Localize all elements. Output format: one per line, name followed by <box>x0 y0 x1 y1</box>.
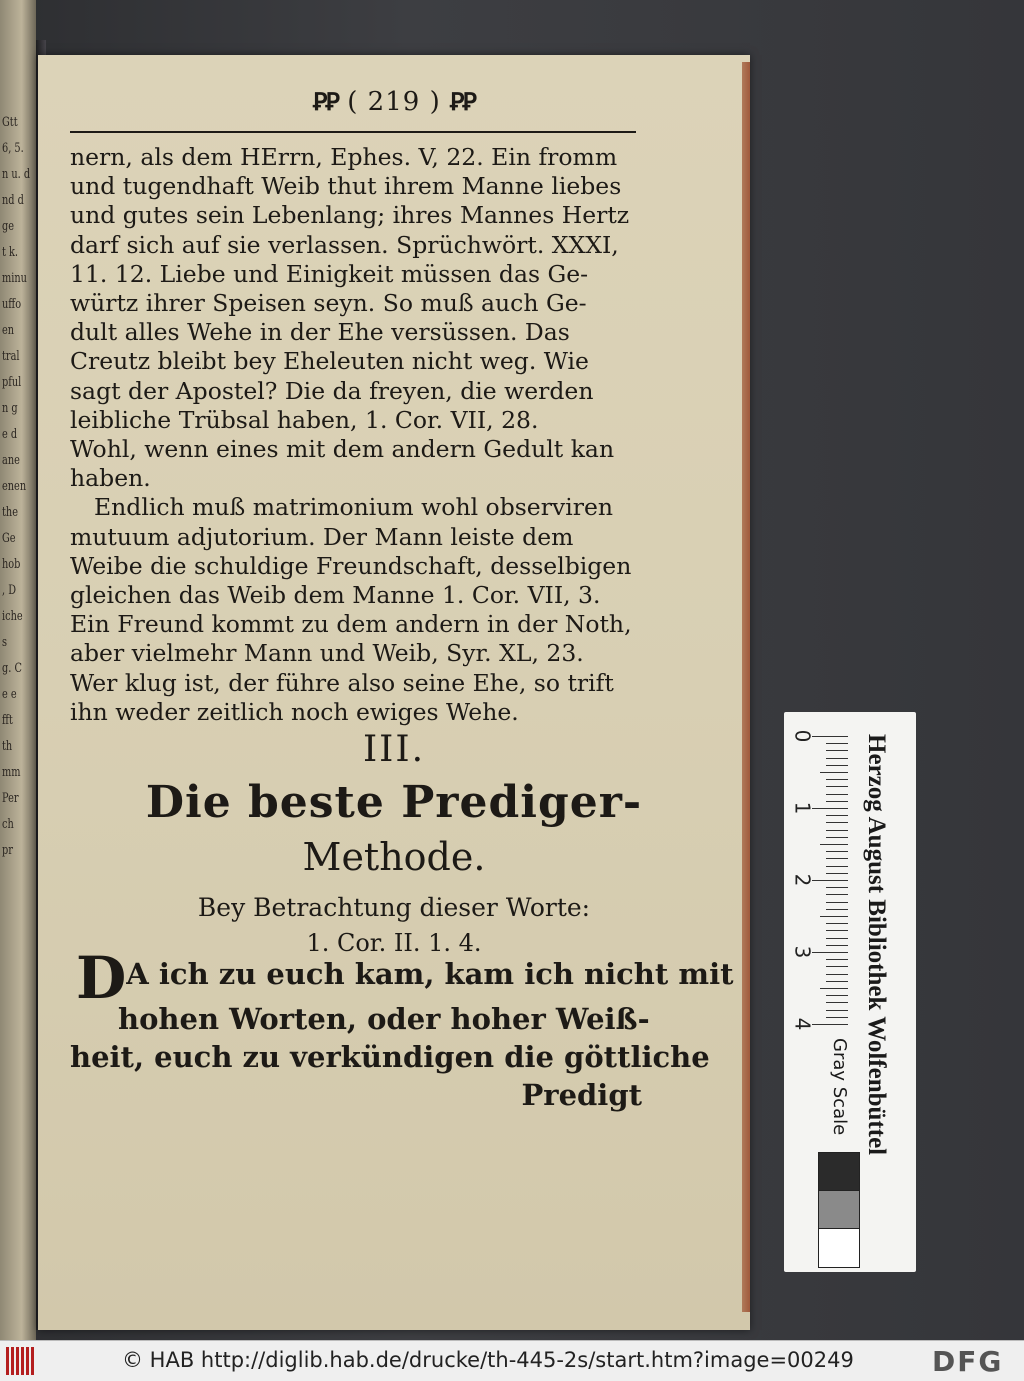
footer-copyright-url[interactable]: © HAB http://diglib.hab.de/drucke/th-445-2s/start.htm?image=00249 <box>122 1348 854 1372</box>
body-line: nern, als dem HErrn, Ephes. V, 22. Ein fromm <box>70 143 618 171</box>
ruler-tick <box>826 1017 848 1018</box>
quote-line-2: hohen Worten, oder hoher Weiß- <box>118 1002 650 1036</box>
ruler-tick <box>826 945 848 946</box>
ruler-tick <box>826 909 848 910</box>
section-title-line2: Methode. <box>302 835 486 879</box>
ruler-tick <box>812 736 848 737</box>
hab-logo-icon <box>6 1347 34 1375</box>
left-page-text-fragment: e d <box>2 427 18 442</box>
left-page-text-fragment: fft <box>2 713 13 728</box>
left-page-text-fragment: en <box>2 323 15 338</box>
ruler-number: 1 <box>790 801 815 815</box>
ruler-number: 0 <box>790 729 815 743</box>
drop-cap: D <box>76 944 127 1012</box>
left-page-text-fragment: the <box>2 505 18 520</box>
left-page-text-fragment: Ge <box>2 531 16 546</box>
ruler-tick <box>826 794 848 795</box>
ruler-tick <box>820 844 848 845</box>
body-line: aber vielmehr Mann und Weib, Syr. XL, 23. <box>70 639 584 668</box>
body-line: und tugendhaft Weib thut ihrem Manne liebes <box>70 172 622 201</box>
body-line: Ein Freund kommt zu dem andern in der Noth, <box>70 610 632 639</box>
left-page-text-fragment: Gtt <box>2 115 18 130</box>
dfg-logo: DFG <box>932 1345 1004 1378</box>
header-rule <box>70 131 636 133</box>
body-line: sagt der Apostel? Die da freyen, die werden <box>70 376 594 405</box>
left-page-text-fragment: n u. d <box>2 167 31 182</box>
section-number: III. <box>362 729 426 770</box>
ruler-tick <box>826 866 848 867</box>
book-page <box>38 55 750 1330</box>
ruler-tick <box>820 772 848 773</box>
left-page-text-fragment: iche <box>2 609 23 624</box>
ruler-tick <box>826 750 848 751</box>
ruler-tick <box>826 758 848 759</box>
ruler-tick <box>826 765 848 766</box>
left-page-text-fragment: nd d <box>2 193 24 208</box>
ruler-tick <box>826 851 848 852</box>
ruler-tick <box>812 1024 848 1025</box>
left-page-text-fragment: hob <box>2 557 21 572</box>
ruler-number: 4 <box>790 1017 815 1031</box>
footer-bar <box>0 1340 1024 1381</box>
ruler-tick <box>826 815 848 816</box>
ruler-tick <box>826 873 848 874</box>
ruler <box>790 720 848 1030</box>
header-ornament-right: ꝐꝐ <box>449 87 475 116</box>
left-page-text-fragment: g. C <box>2 661 22 676</box>
page-header <box>38 87 750 117</box>
body-line: und gutes sein Lebenlang; ihres Mannes Hertz <box>70 201 630 230</box>
ruler-tick <box>826 894 848 895</box>
quote-line-1-text: A ich zu euch kam, kam ich nicht mit <box>126 957 734 991</box>
ruler-tick <box>826 786 848 787</box>
left-page-text-fragment: e e <box>2 687 17 702</box>
swatch-dark <box>818 1152 860 1192</box>
left-page-text-fragment: Per <box>2 791 19 806</box>
color-scale-card <box>784 712 916 1272</box>
ruler-tick <box>826 902 848 903</box>
left-page-text-fragment: uffo <box>2 297 22 312</box>
ruler-tick <box>812 880 848 881</box>
body-line: Wer klug ist, der führe also seine Ehe, so trift <box>70 668 614 697</box>
left-page-text-fragment: ch <box>2 817 14 832</box>
left-page-text-fragment: t k. <box>2 245 19 260</box>
body-line: dult alles Wehe in der Ehe versüssen. Das <box>70 318 570 347</box>
left-page-text-fragment: ge <box>2 219 15 234</box>
ruler-tick <box>826 995 848 996</box>
gray-scale-label: Gray Scale <box>829 1038 850 1136</box>
ruler-tick <box>826 974 848 975</box>
ruler-number: 3 <box>790 945 815 959</box>
ruler-number: 2 <box>790 873 815 887</box>
body-line: Weibe die schuldige Freundschaft, desselbigen <box>70 551 632 580</box>
body-line: haben. <box>70 464 151 493</box>
ruler-tick <box>826 743 848 744</box>
swatch-mid <box>818 1190 860 1230</box>
scripture-reference: 1. Cor. II. 1. 4. <box>306 929 482 957</box>
left-page-text-fragment: , D <box>2 583 17 598</box>
left-page-text-fragment: pful <box>2 375 22 390</box>
body-line: würtz ihrer Speisen seyn. So muß auch Ge- <box>70 289 587 318</box>
left-page-text-fragment: 6, 5. <box>2 141 24 156</box>
quote-line-1 <box>70 944 734 1012</box>
body-line: Creutz bleibt bey Eheleuten nicht weg. Wie <box>70 347 589 376</box>
ruler-tick <box>826 779 848 780</box>
ruler-tick <box>826 887 848 888</box>
ruler-tick <box>826 966 848 967</box>
left-page-text-fragment: tral <box>2 349 20 364</box>
ruler-tick <box>826 1010 848 1011</box>
body-line: 11. 12. Liebe und Einigkeit müssen das Ge- <box>70 259 589 288</box>
body-line: gleichen das Weib dem Manne 1. Cor. VII, 3. <box>70 581 601 610</box>
ruler-tick <box>820 988 848 989</box>
body-line: leibliche Trübsal haben, 1. Cor. VII, 28. <box>70 405 539 434</box>
ruler-tick <box>826 822 848 823</box>
left-page-text-fragment: ane <box>2 453 20 468</box>
ruler-tick <box>812 952 848 953</box>
ruler-tick <box>820 916 848 917</box>
left-page-text-fragment: th <box>2 739 13 754</box>
left-page-text-fragment: minu <box>2 271 27 286</box>
ruler-tick <box>826 801 848 802</box>
left-page-text-fragment: pr <box>2 843 13 858</box>
ruler-tick <box>826 837 848 838</box>
body-line: ihn weder zeitlich noch ewiges Wehe. <box>70 697 519 726</box>
ruler-tick <box>826 858 848 859</box>
left-page-text-fragment: enen <box>2 479 27 494</box>
body-line: darf sich auf sie verlassen. Sprüchwört. XXXI, <box>70 230 619 259</box>
left-page-fragment <box>0 0 36 1340</box>
quote-line-4: Predigt <box>521 1078 642 1112</box>
ruler-tick <box>826 938 848 939</box>
body-line: Endlich muß matrimonium wohl observiren <box>94 493 614 522</box>
body-text <box>70 143 642 727</box>
quote-line-3: heit, euch zu verkündigen die göttliche <box>70 1040 710 1074</box>
body-line: Wohl, wenn eines mit dem andern Gedult kan <box>70 435 615 464</box>
body-line: mutuum adjutorium. Der Mann leiste dem <box>70 522 574 551</box>
page-red-edge <box>742 62 750 1312</box>
left-page-text-fragment: mm <box>2 765 21 780</box>
ruler-tick <box>826 981 848 982</box>
ruler-tick <box>826 830 848 831</box>
left-page-text-fragment: s <box>2 635 8 650</box>
page-number: ( 219 ) <box>347 87 441 117</box>
swatch-white <box>818 1228 860 1268</box>
ruler-tick <box>826 930 848 931</box>
section-title: Die beste Prediger- <box>145 777 643 828</box>
ruler-tick <box>826 1002 848 1003</box>
header-ornament-left: ꝐꝐ <box>313 87 338 116</box>
ruler-tick <box>812 808 848 809</box>
library-name: Herzog August Bibliothek Wolfenbüttel <box>863 734 890 1156</box>
ruler-tick <box>826 959 848 960</box>
ruler-tick <box>826 923 848 924</box>
scripture-quote <box>70 944 734 1114</box>
left-page-text-fragment: n g <box>2 401 18 416</box>
section-subtitle: Bey Betrachtung dieser Worte: <box>197 893 591 922</box>
